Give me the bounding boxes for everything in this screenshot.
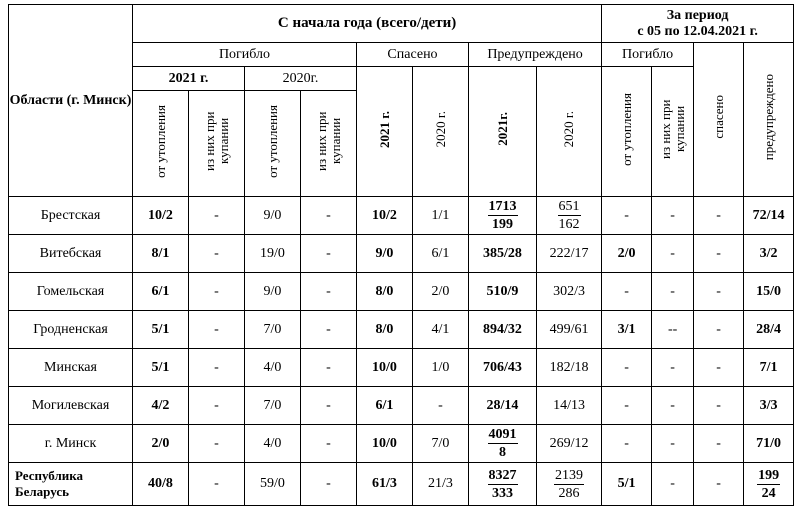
region-name: Могилевская xyxy=(9,387,133,425)
header-died-period: Погибло xyxy=(602,43,694,67)
bath-2021: - xyxy=(189,463,245,506)
region-name: Минская xyxy=(9,349,133,387)
saved-2020: 21/3 xyxy=(413,463,469,506)
fraction-numerator: 199 xyxy=(758,467,780,483)
table-row xyxy=(9,273,794,311)
bath-2021: - xyxy=(189,273,245,311)
period-bath: - xyxy=(652,197,694,235)
period-died: - xyxy=(602,387,652,425)
header-2021-bath: из них при купании xyxy=(189,91,245,197)
period-saved: - xyxy=(694,387,744,425)
bath-2021: - xyxy=(189,425,245,463)
fraction-denominator: 8 xyxy=(499,445,506,460)
bath-2021: - xyxy=(189,387,245,425)
period-died: - xyxy=(602,425,652,463)
died-2020: 4/0 xyxy=(245,349,301,387)
prevented-2021: 28/14 xyxy=(469,387,537,425)
fraction-denominator: 24 xyxy=(761,485,776,501)
table-row xyxy=(9,387,794,425)
saved-2021: 6/1 xyxy=(357,387,413,425)
died-2021: 5/1 xyxy=(133,311,189,349)
header-died-2020: 2020г. xyxy=(245,67,357,91)
table-row-total xyxy=(9,463,794,506)
period-prevented: 15/0 xyxy=(744,273,794,311)
header-died-2021: 2021 г. xyxy=(133,67,245,91)
period-bath: -- xyxy=(652,311,694,349)
period-saved: - xyxy=(694,197,744,235)
period-prevented: 28/4 xyxy=(744,311,794,349)
header-2020-bath: из них при купании xyxy=(301,91,357,197)
header-saved-2020: 2020 г. xyxy=(413,67,469,197)
table-row xyxy=(9,311,794,349)
region-name-total xyxy=(9,463,133,506)
period-bath: - xyxy=(652,463,694,506)
table-row xyxy=(9,349,794,387)
prevented-2021: 894/32 xyxy=(469,311,537,349)
bath-2021: - xyxy=(189,197,245,235)
period-prevented: 71/0 xyxy=(744,425,794,463)
saved-2021: 10/0 xyxy=(357,425,413,463)
prevented-2021: 510/9 xyxy=(469,273,537,311)
table-row xyxy=(9,197,794,235)
died-2021: 4/2 xyxy=(133,387,189,425)
period-bath: - xyxy=(652,273,694,311)
fraction-denominator: 286 xyxy=(558,485,580,501)
header-died: Погибло xyxy=(133,43,357,67)
header-period-line2: с 05 по 12.04.2021 г. xyxy=(637,23,758,39)
header-2021-drown: от утопления xyxy=(133,91,189,197)
saved-2020: 4/1 xyxy=(413,311,469,349)
period-prevented: 7/1 xyxy=(744,349,794,387)
prevented-2020 xyxy=(537,463,602,506)
died-2021: 5/1 xyxy=(133,349,189,387)
bath-2020: - xyxy=(301,235,357,273)
period-prevented: 3/2 xyxy=(744,235,794,273)
header-period-bath: из них при купании xyxy=(652,67,694,197)
saved-2021: 8/0 xyxy=(357,273,413,311)
header-period-line1: За период xyxy=(666,7,729,23)
died-2020: 19/0 xyxy=(245,235,301,273)
region-name: Гродненская xyxy=(9,311,133,349)
table-row xyxy=(9,425,794,463)
header-2020-drown: от утопления xyxy=(245,91,301,197)
period-died: - xyxy=(602,273,652,311)
total-region-line1: Республика xyxy=(15,468,84,483)
prevented-2020: 182/18 xyxy=(537,349,602,387)
header-prevented: Предупреждено xyxy=(469,43,602,67)
died-2020: 4/0 xyxy=(245,425,301,463)
fraction-numerator: 8327 xyxy=(488,467,517,483)
fraction-denominator: 333 xyxy=(492,485,513,501)
saved-2020: 7/0 xyxy=(413,425,469,463)
died-2020: 7/0 xyxy=(245,387,301,425)
died-2021: 40/8 xyxy=(133,463,189,506)
region-name: Брестская xyxy=(9,197,133,235)
header-prev-2021: 2021г. xyxy=(469,67,537,197)
saved-2020: 1/0 xyxy=(413,349,469,387)
prevented-2021 xyxy=(469,197,537,235)
period-saved: - xyxy=(694,349,744,387)
bath-2020: - xyxy=(301,463,357,506)
period-died: 2/0 xyxy=(602,235,652,273)
prevented-2020: 222/17 xyxy=(537,235,602,273)
period-died: - xyxy=(602,197,652,235)
fraction-numerator: 651 xyxy=(558,199,580,214)
died-2020: 59/0 xyxy=(245,463,301,506)
saved-2021: 8/0 xyxy=(357,311,413,349)
header-prev-2020: 2020 г. xyxy=(537,67,602,197)
header-period-drown: от утопления xyxy=(602,67,652,197)
period-saved: - xyxy=(694,311,744,349)
prevented-2021 xyxy=(469,463,537,506)
died-2021: 2/0 xyxy=(133,425,189,463)
died-2020: 7/0 xyxy=(245,311,301,349)
region-name: Витебская xyxy=(9,235,133,273)
bath-2020: - xyxy=(301,197,357,235)
bath-2021: - xyxy=(189,311,245,349)
died-2020: 9/0 xyxy=(245,197,301,235)
region-name: Гомельская xyxy=(9,273,133,311)
fraction-denominator: 199 xyxy=(492,217,513,232)
period-died: 3/1 xyxy=(602,311,652,349)
saved-2021: 10/2 xyxy=(357,197,413,235)
bath-2020: - xyxy=(301,311,357,349)
saved-2020: - xyxy=(413,387,469,425)
bath-2021: - xyxy=(189,235,245,273)
region-name: г. Минск xyxy=(9,425,133,463)
period-died: 5/1 xyxy=(602,463,652,506)
table-row xyxy=(9,235,794,273)
prevented-2021 xyxy=(469,425,537,463)
header-saved: Спасено xyxy=(357,43,469,67)
fraction-numerator: 4091 xyxy=(488,427,517,442)
period-died: - xyxy=(602,349,652,387)
saved-2020: 1/1 xyxy=(413,197,469,235)
period-prevented: 72/14 xyxy=(744,197,794,235)
period-saved: - xyxy=(694,235,744,273)
header-since-year: С начала года (всего/дети) xyxy=(133,5,602,43)
period-bath: - xyxy=(652,387,694,425)
period-bath: - xyxy=(652,349,694,387)
saved-2020: 2/0 xyxy=(413,273,469,311)
bath-2020: - xyxy=(301,425,357,463)
bath-2020: - xyxy=(301,273,357,311)
period-bath: - xyxy=(652,425,694,463)
header-regions: Области (г. Минск) xyxy=(9,5,133,197)
prevented-2020: 269/12 xyxy=(537,425,602,463)
died-2021: 8/1 xyxy=(133,235,189,273)
fraction-numerator: 1713 xyxy=(488,199,517,214)
prevented-2020: 499/61 xyxy=(537,311,602,349)
total-region-line2: Беларусь xyxy=(15,484,69,499)
header-period-saved: спасено xyxy=(694,43,744,197)
header-period-prevented: предупреждено xyxy=(744,43,794,197)
period-saved: - xyxy=(694,425,744,463)
bath-2020: - xyxy=(301,387,357,425)
period-bath: - xyxy=(652,235,694,273)
fraction-numerator: 2139 xyxy=(555,467,584,483)
saved-2021: 61/3 xyxy=(357,463,413,506)
header-period xyxy=(602,5,794,43)
period-saved: - xyxy=(694,273,744,311)
died-2021: 10/2 xyxy=(133,197,189,235)
period-prevented xyxy=(744,463,794,506)
period-prevented: 3/3 xyxy=(744,387,794,425)
period-saved: - xyxy=(694,463,744,506)
prevented-2020: 14/13 xyxy=(537,387,602,425)
drowning-statistics-table xyxy=(8,4,794,506)
fraction-denominator: 162 xyxy=(558,217,580,232)
died-2020: 9/0 xyxy=(245,273,301,311)
prevented-2021: 706/43 xyxy=(469,349,537,387)
saved-2021: 10/0 xyxy=(357,349,413,387)
saved-2021: 9/0 xyxy=(357,235,413,273)
bath-2020: - xyxy=(301,349,357,387)
header-saved-2021: 2021 г. xyxy=(357,67,413,197)
prevented-2020 xyxy=(537,197,602,235)
bath-2021: - xyxy=(189,349,245,387)
prevented-2020: 302/3 xyxy=(537,273,602,311)
prevented-2021: 385/28 xyxy=(469,235,537,273)
died-2021: 6/1 xyxy=(133,273,189,311)
saved-2020: 6/1 xyxy=(413,235,469,273)
